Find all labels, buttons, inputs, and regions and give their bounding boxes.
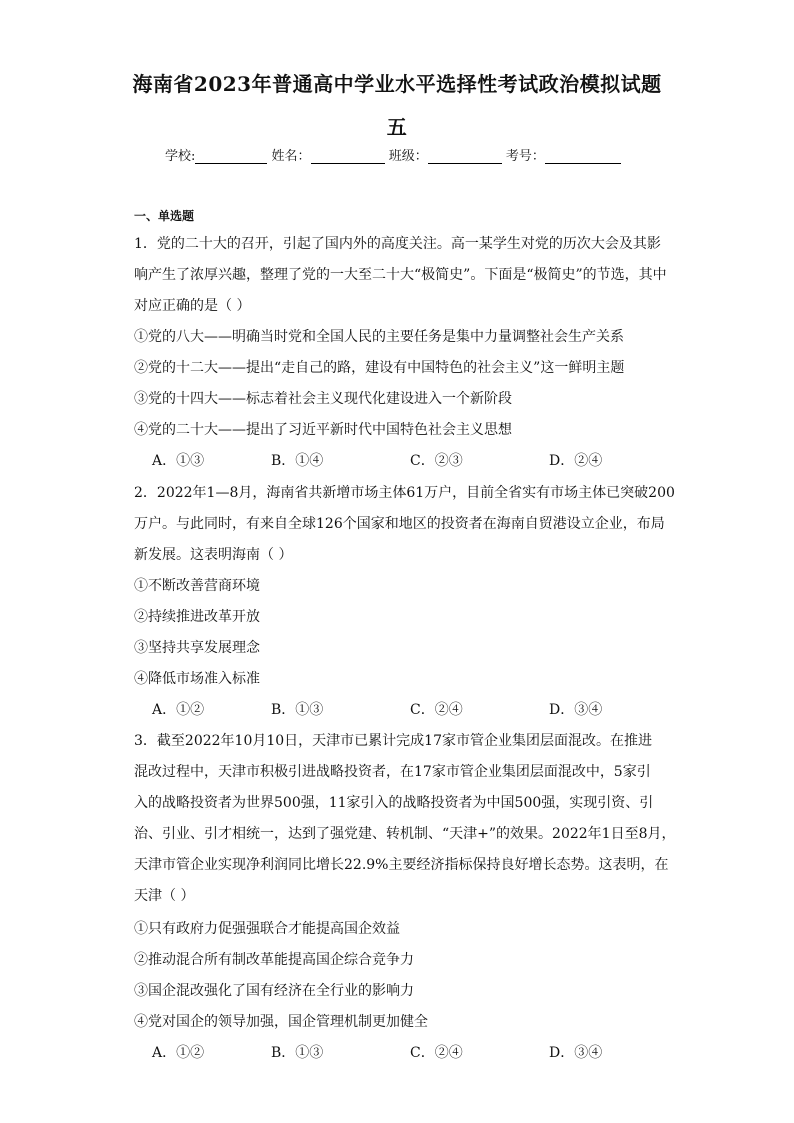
q3-option: ③国企混改强化了国有经济在全行业的影响力 <box>134 983 414 999</box>
q2-stem-line: 新发展。这表明海南（ ） <box>134 547 293 563</box>
section-title: 一、单选题 <box>134 209 195 223</box>
class-label: 班级： <box>388 149 428 164</box>
q1-choice-d[interactable]: D．②④ <box>549 453 603 469</box>
q2-option: ②持续推进改革开放 <box>134 609 260 625</box>
q1-stem-line: 响产生了浓厚兴趣，整理了党的一大至二十大“极简史”。下面是“极简史”的节选，其中 <box>134 267 667 283</box>
q2-option: ①不断改善营商环境 <box>134 578 260 594</box>
q1-option: ①党的八大——明确当时党和全国人民的主要任务是集中力量调整社会生产关系 <box>134 329 624 345</box>
q2-stem-line: 万户。与此同时，有来自全球126个国家和地区的投资者在海南自贸港设立企业，布局 <box>134 516 665 532</box>
school-blank <box>195 149 267 164</box>
q3-stem-line: 治、引业、引才相统一，达到了强党建、转机制、“天津+”的效果。2022年1日至8月， <box>134 826 676 842</box>
name-label: 姓名： <box>271 149 311 164</box>
q3-choice-a[interactable]: A．①② <box>152 1045 205 1061</box>
q1-choice-c[interactable]: C．②③ <box>410 453 463 469</box>
q3-choice-d[interactable]: D．③④ <box>549 1045 603 1061</box>
q3-stem-line: 天津（ ） <box>134 888 195 904</box>
number-blank <box>545 149 621 164</box>
q1-option: ③党的十四大——标志着社会主义现代化建设进入一个新阶段 <box>134 391 512 407</box>
student-info-row <box>165 145 621 164</box>
exam-title-line-2: 五 <box>386 115 408 139</box>
q1-option: ④党的二十大——提出了习近平新时代中国特色社会主义思想 <box>134 422 512 438</box>
q3-stem-line: 混改过程中，天津市积极引进战略投资者，在17家市管企业集团层面混改中，5家引 <box>134 764 651 780</box>
q3-stem-line: 3．截至2022年10月10日，天津市已累计完成17家市管企业集团层面混改。在推进 <box>134 733 652 749</box>
q2-choice-b[interactable]: B．①③ <box>271 702 324 718</box>
q1-option: ②党的十二大——提出“走自己的路，建设有中国特色的社会主义”这一鲜明主题 <box>134 360 625 376</box>
q3-option: ①只有政府力促强强联合才能提高国企效益 <box>134 921 400 937</box>
number-label: 考号： <box>505 149 545 164</box>
q2-stem-line: 2．2022年1—8月，海南省共新增市场主体61万户，目前全省实有市场主体已突破200 <box>134 485 675 501</box>
q1-choice-b[interactable]: B．①④ <box>271 453 324 469</box>
q2-choice-a[interactable]: A．①② <box>152 702 205 718</box>
q2-option: ③坚持共享发展理念 <box>134 640 260 656</box>
exam-title-line-1: 海南省2023年普通高中学业水平选择性考试政治模拟试题 <box>132 72 662 96</box>
q2-option: ④降低市场准入标准 <box>134 671 260 687</box>
school-label: 学校: <box>165 149 196 164</box>
q2-choice-d[interactable]: D．③④ <box>549 702 603 718</box>
q1-stem-line: 对应正确的是（ ） <box>134 298 251 314</box>
q1-stem-line: 1．党的二十大的召开，引起了国内外的高度关注。高一某学生对党的历次大会及其影 <box>134 236 661 252</box>
q3-option: ④党对国企的领导加强，国企管理机制更加健全 <box>134 1014 428 1030</box>
q3-option: ②推动混合所有制改革能提高国企综合竞争力 <box>134 952 414 968</box>
q3-choice-c[interactable]: C．②④ <box>410 1045 463 1061</box>
q2-choice-c[interactable]: C．②④ <box>410 702 463 718</box>
q3-stem-line: 天津市管企业实现净利润同比增长22.9%主要经济指标保持良好增长态势。这表明，在 <box>134 857 669 873</box>
q1-choice-a[interactable]: A．①③ <box>152 453 205 469</box>
class-blank <box>428 149 502 164</box>
q3-stem-line: 入的战略投资者为世界500强，11家引入的战略投资者为中国500强，实现引资、引 <box>134 795 654 811</box>
q3-choice-b[interactable]: B．①③ <box>271 1045 324 1061</box>
name-blank <box>311 149 385 164</box>
